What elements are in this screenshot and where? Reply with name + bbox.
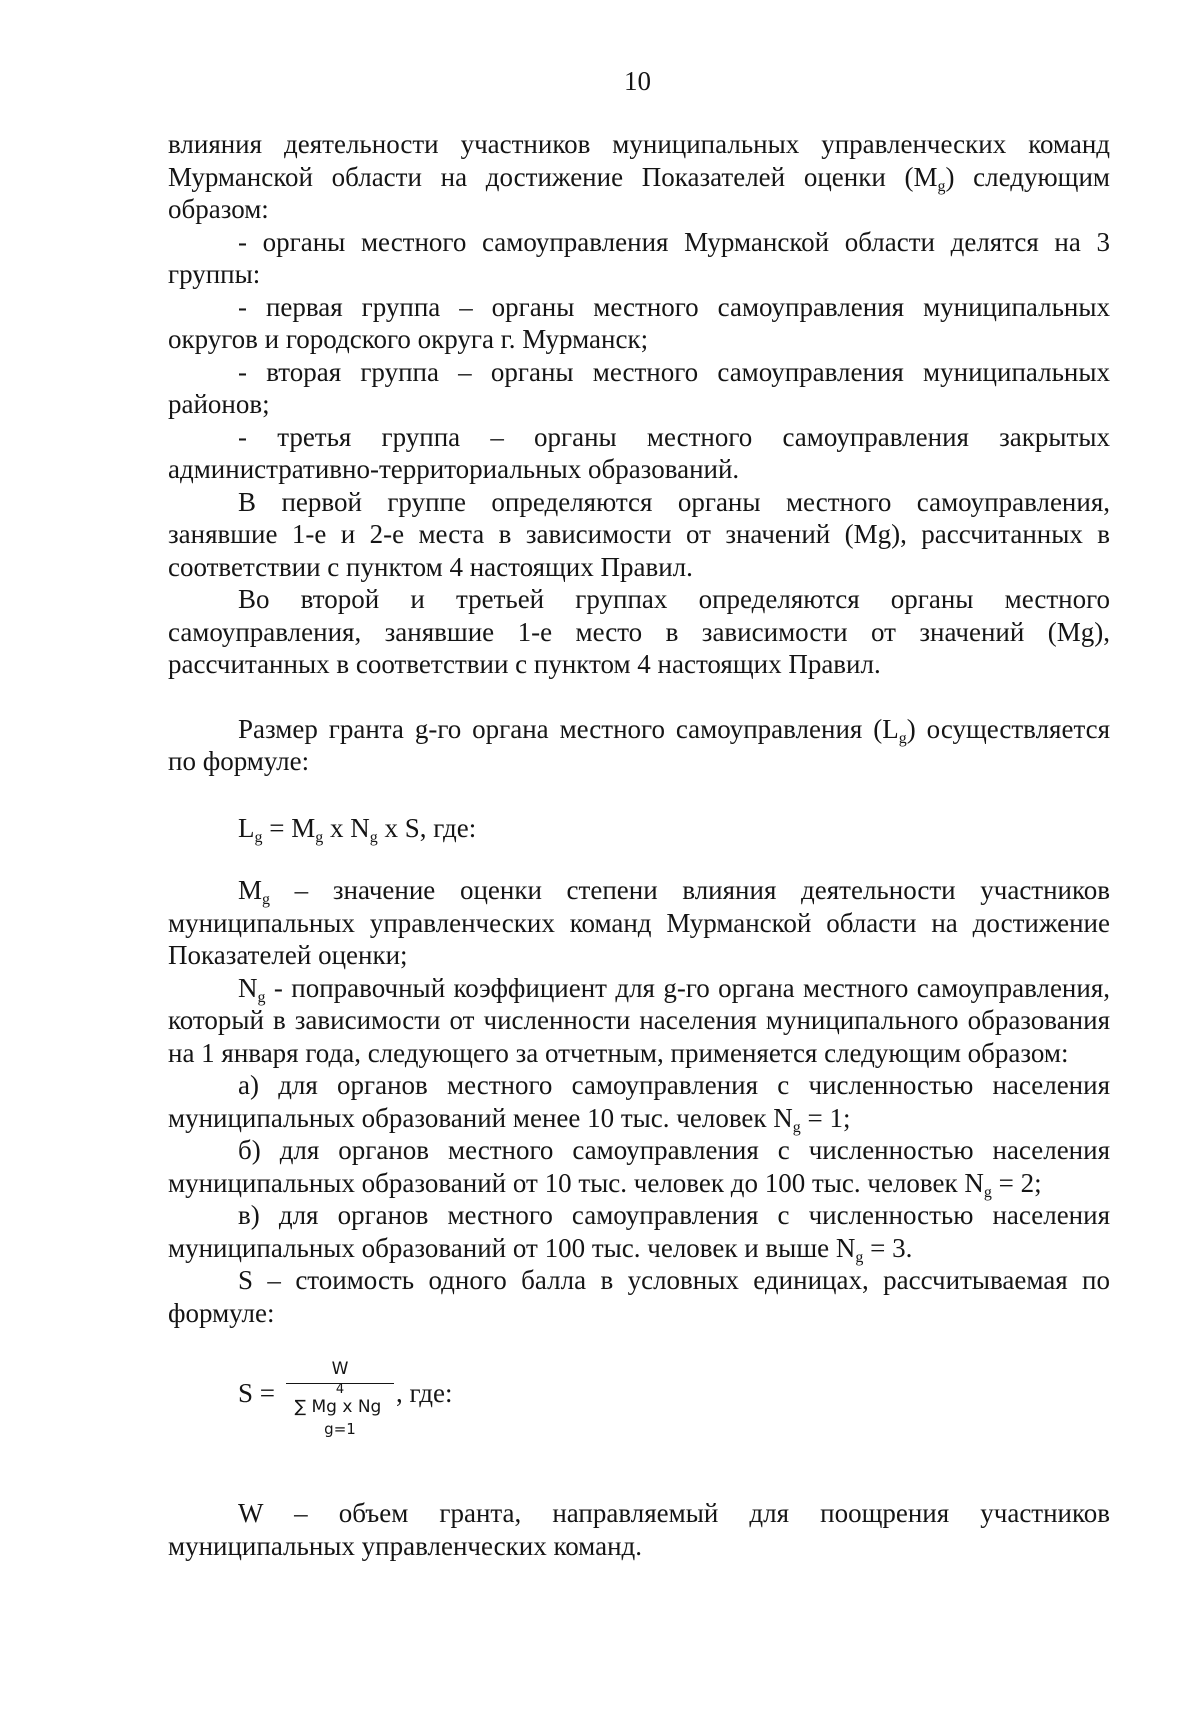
- formula-rhs: , где:: [396, 1378, 453, 1408]
- subscript: g: [254, 828, 263, 846]
- fraction: [286, 1359, 394, 1440]
- subscript: g: [369, 828, 378, 846]
- subscript: g: [855, 1248, 864, 1266]
- paragraph-intro: [168, 128, 1110, 226]
- subscript: g: [262, 891, 271, 908]
- definition-symbol: N: [238, 972, 258, 1003]
- paragraph-first-group-ranking: В первой группе определяются органы местного самоуправления, занявшие 1-е и 2-е места в зависимости от значений (Mg), рассчитанных в соответствии с пунктом 4 настоящих Правил.: [168, 486, 1110, 582]
- definition-mg: [168, 874, 1110, 972]
- list-item-tail: = 3.: [863, 1232, 913, 1263]
- definition-text: – значение оценки степени влияния деятельности участников муниципальных управленческих команд Мурманской области на достижение Показателей оценки;: [168, 875, 1110, 970]
- formula-symbol: = M: [262, 812, 316, 843]
- formula-tail: x S, где:: [377, 812, 477, 843]
- subscript: g: [983, 1183, 992, 1201]
- list-item-c: [168, 1199, 1110, 1264]
- intro-text: влияния деятельности участников муниципальных управленческих команд Мурманской области на достижение Показателей оценки (M: [168, 129, 1110, 192]
- fraction-numerator: W: [331, 1359, 349, 1379]
- subscript: g: [898, 729, 907, 747]
- list-item-text: в) для органов местного самоуправления с численностью населения муниципальных образований от 100 тыс. человек и выше N: [168, 1200, 1110, 1263]
- definition-symbol: M: [238, 875, 263, 905]
- subscript: g: [792, 1118, 801, 1136]
- list-item-tail: = 2;: [991, 1167, 1042, 1198]
- subscript: g: [257, 988, 266, 1006]
- subscript: g: [315, 828, 324, 846]
- formula-s: [168, 1359, 1110, 1459]
- intro-tail: ) следующим образом:: [168, 161, 1111, 224]
- list-item-b: [168, 1134, 1110, 1199]
- subscript: g: [937, 177, 946, 195]
- definition-text: - поправочный коэффициент для g-го органа местного самоуправления, который в зависимости от численности населения муниципального образования на 1 января года, следующего за отчетным, применяется следующим образом:: [168, 972, 1110, 1068]
- sum-lower-limit: g=1: [324, 1420, 356, 1438]
- fraction-denominator: ∑ Mg x Ng: [294, 1397, 382, 1417]
- document-body: [168, 128, 1110, 1562]
- paragraph-grant-size: [168, 713, 1110, 778]
- grant-size-tail: ) осуществляется по формуле:: [168, 713, 1110, 776]
- formula-symbol: x N: [323, 812, 370, 843]
- paragraph-second-third-group-ranking: Во второй и третьей группах определяются органы местного самоуправления, занявшие 1-е место в зависимости от значений (Mg), рассчитанных в соответствии с пунктом 4 настоящих Правил.: [168, 584, 1110, 679]
- page-number: 10: [624, 66, 651, 96]
- definition-ng: [168, 972, 1110, 1070]
- list-item-text: б) для органов местного самоуправления с численностью населения муниципальных образований от 10 тыс. человек до 100 тыс. человек N: [168, 1135, 1110, 1198]
- definition-s: S – стоимость одного балла в условных единицах, рассчитываемая по формуле:: [168, 1265, 1110, 1328]
- list-item-text: а) для органов местного самоуправления с численностью населения муниципальных образований менее 10 тыс. человек N: [168, 1070, 1110, 1133]
- formula-grant: [168, 812, 1110, 845]
- paragraph-group-1: - первая группа – органы местного самоуправления муниципальных округов и городского округа г. Мурманск;: [168, 291, 1110, 354]
- list-item-tail: = 1;: [800, 1102, 851, 1133]
- formula-symbol: L: [238, 812, 255, 843]
- sum-upper-limit: 4: [335, 1382, 345, 1397]
- formula-lhs: S =: [238, 1378, 275, 1408]
- paragraph-group-3: - третья группа – органы местного самоуправления закрытых административно-территориальных образований.: [168, 421, 1110, 484]
- definition-w: W – объем гранта, направляемый для поощрения участников муниципальных управленческих команд.: [168, 1498, 1110, 1561]
- grant-size-text: Размер гранта g-го органа местного самоуправления (L: [238, 713, 899, 744]
- paragraph-group-2: - вторая группа – органы местного самоуправления муниципальных районов;: [168, 356, 1110, 419]
- paragraph-groups: - органы местного самоуправления Мурманской области делятся на 3 группы:: [168, 226, 1110, 289]
- list-item-a: [168, 1069, 1110, 1134]
